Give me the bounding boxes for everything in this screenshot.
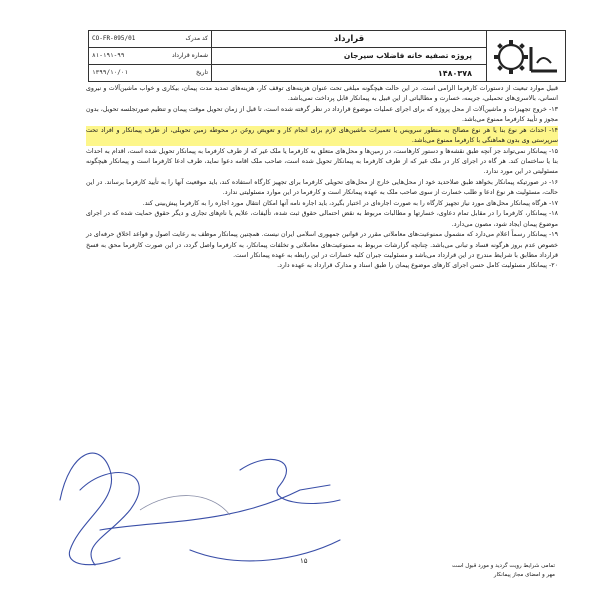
title-cell [211, 31, 486, 81]
acceptance-note [452, 562, 555, 580]
meta-label: شماره قرارداد [171, 52, 208, 59]
meta-row-date [89, 65, 211, 81]
contract-number-display: ۱۴۸۰۳۷۸ [437, 69, 472, 78]
clause-18: ۱۸- پیمانکار، کارفرما را در مقابل تمام دعاوی، خسارتها و مطالبات مربوط به نقض احتمالی حقوق ثبت شده، تألیفات، علایم یا نام‌های تجاری و دیگر حقوق حمایت شده که در اجرای موضوع پیمان ایجاد شود، مصون می‌دارد. [86, 210, 558, 228]
paragraph: قبیل موارد تبعیت از دستورات کارفرما الزامی است. در این حالت هیچگونه مبلغی تحت عنوان هزینه‌های توقف کار، هزینه‌های تمدید مدت پیمان، بیکاری و خواب ماشین‌آلات و نیروی انسانی، بالاسری‌های تحمیلی، جریمه، خسارت و مطالباتی از این قبیل به پیمانکار قابل پرداخت نمی‌باشد. [86, 85, 558, 103]
company-logo-icon [487, 31, 565, 81]
clause-20: ۲۰- پیمانکار مسئولیت کامل حسن اجرای کارهای موضوع پیمان را طبق اسناد و مدارک قرارداد به عهده دارد. [277, 262, 558, 270]
signature-line: مهر و امضای مجاز پیمانکار [493, 572, 555, 578]
meta-row-contract-no [89, 48, 211, 65]
clause-16: ۱۶- در صورتیکه پیمانکار بخواهد طبق صلاحدید خود از محل‌هایی خارج از محل‌های تحویلی کارفرما برای تجهیز کارگاه استفاده کند، باید موقعیت آنها را به تأیید کارفرما برساند. در این حالت، مسئولیت هر نوع ادعا و طلب خسارت از سوی صاحب ملک به عهده پیمانکار است و کارفرما در این موارد مسئولیتی ندارد. [86, 178, 558, 197]
meta-cell [89, 31, 211, 81]
acceptance-line: تمامی شرایط رویت گردید و مورد قبول است [451, 563, 555, 569]
clause-13: ۱۳- خروج تجهیزات و ماشین‌آلات از محل پروژه که برای اجرای عملیات موضوع قرارداد در نظر گرفته شده است، تا قبل از زمان تحویل موقت پیمان و تنظیم صورتجلسه تحویل، بدون مجوز و تأیید کارفرما ممنوع می‌باشد. [86, 105, 558, 124]
meta-row-doc-code [89, 31, 211, 48]
document-header [88, 30, 566, 82]
clause-19: ۱۹- پیمانکار رسماً اعلام می‌دارد که مشمول ممنوعیت‌های معاملاتی مقرر در قوانین جمهوری اسلامی ایران نیست. همچنین پیمانکار موظف به رعایت اصول و قواعد اخلاق حرفه‌ای در خصوص عدم بروز هرگونه فساد و تبانی می‌باشد. چنانچه گزارشات مربوط به ممنوعیت‌های معاملاتی و تخلفات پیمانکار، به کارفرما واصل گردد، در این صورت کارفرما محق به فسخ قرارداد مطابق با شرایط مندرج در این قرارداد می‌باشد و مسئولیت جبران کلیه خسارات در این رابطه به عهده پیمانکار است. [86, 231, 558, 259]
meta-value: ۱۳۹۹/۱۰/۰۱ [92, 69, 129, 76]
page-number: ۱۵ [300, 557, 308, 565]
clause-14: ۱۴- احداث هر نوع بنا یا هر نوع مصالح به منظور سرویس یا تعمیرات ماشین‌های لازم برای انجام کار و تعویض روغن در محوطه زمین تحویلی، از طرف پیمانکار و افراد تحت سرپرستی وی بدون هماهنگی با کارفرما ممنوع می‌باشد. [86, 126, 558, 146]
meta-label: کد مدرک [185, 35, 208, 42]
meta-label: تاریخ [196, 69, 208, 76]
contract-body [86, 84, 558, 272]
document-title: قرارداد [212, 31, 486, 48]
project-name: پروژه تصفیه خانه فاضلاب سیرجان [212, 48, 486, 65]
meta-value: ۸۱-۱۹۱-۹۹ [92, 52, 125, 59]
clause-15: ۱۵- پیمانکار نمی‌تواند جز آنچه طبق نقشه‌ها و دستور کارهاست، در زمین‌ها و محل‌های متعلق به کارفرما یا ملک غیر که از طرف کارفرما به پیمانکار تحویل شده است، اقدام به احداث بنا یا ساختمان کند. هر گاه در اجرای کار در ملک غیر که از طرف کارفرما به پیمانکار تحویل شده است، صاحب ملک اقامه دعوا نماید، طرف ادعا کارفرما است و پیمانکار هیچگونه مسئولیتی در این مورد ندارد. [86, 147, 558, 176]
clause-17: ۱۷- هرگاه پیمانکار محل‌های مورد نیاز تجهیز کارگاه را به صورت اجاره‌ای در اختیار بگیرد، باید اجاره نامه آنها امکان انتقال مورد اجاره را به کارفرما پیش‌بینی کند. [142, 199, 558, 207]
signatures-graphic [40, 430, 360, 580]
logo-cell [486, 31, 565, 81]
meta-value: CO-FR-095/01 [92, 35, 136, 42]
